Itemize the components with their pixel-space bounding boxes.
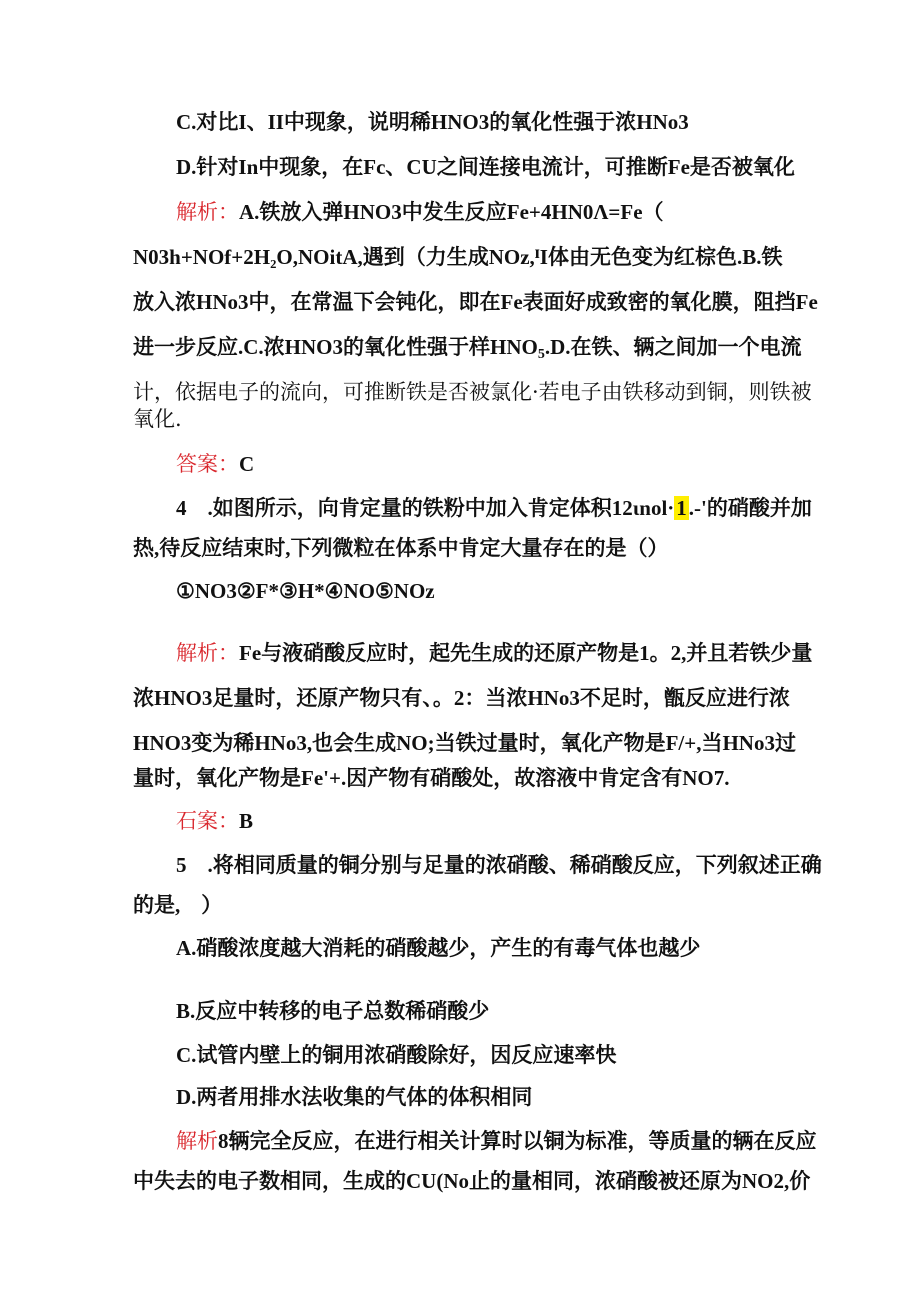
analysis-5-line-1 — [176, 1126, 817, 1156]
analysis-text: HNO3变为稀HNo3,也会生成NO;当铁过量时，氧化产物是F/+,当HNo3过 — [133, 731, 796, 755]
question-4-choices — [176, 576, 435, 606]
option-text: A.硝酸浓度越大消耗的硝酸越少，产生的有毒气体也越少 — [176, 936, 701, 960]
option-5d-line — [176, 1082, 532, 1112]
question-4-line-1 — [176, 493, 812, 523]
analysis-4-line-3 — [133, 728, 796, 758]
answer-label: 答案： — [176, 452, 239, 476]
analysis-text: A.铁放入弹HNO3中发生反应Fe+4HN0Λ=Fe（ — [239, 200, 664, 224]
option-c-line — [176, 107, 689, 137]
option-text: C.试管内壁上的铜用浓硝酸除好，因反应速率快 — [176, 1043, 617, 1067]
analysis-label: 解析 — [176, 1129, 218, 1153]
analysis-text: 量时，氧化产物是Fe'+.因产物有硝酸处，故溶液中肯定含有NO7. — [133, 766, 730, 790]
choices-text: ①NO3②F*③H*④NO⑤NOz — [176, 579, 435, 603]
analysis-5-line-2 — [133, 1166, 810, 1196]
highlighted-text: 1 — [676, 496, 687, 520]
option-d-line — [176, 152, 795, 182]
analysis-text: 8辆完全反应，在进行相关计算时以铜为标准，等质量的辆在反应 — [218, 1129, 817, 1153]
analysis-4-line-4 — [133, 763, 729, 793]
analysis-label: 解析： — [176, 641, 239, 665]
question-5-line-2 — [133, 890, 222, 920]
answer-value: C — [239, 452, 255, 476]
question-text: 4 .如图所示，向肯定量的铁粉中加入肯定体积12ιnol· — [176, 496, 675, 520]
option-5b-line — [176, 996, 489, 1026]
analysis-text: 浓HNO3足量时，还原产物只有、。2：当浓HNo3不足时，甑反应进行浓 — [133, 686, 790, 710]
option-5a-line — [176, 933, 700, 963]
analysis-text: 中失去的电子数相同，生成的CU(No止的量相同，浓硝酸被还原为NO2,价 — [133, 1169, 811, 1193]
analysis-line-4 — [133, 332, 802, 370]
analysis-text: 计，依据电子的流向，可推断铁是否被氯化·若电子由铁移动到铜，则铁被 — [133, 380, 812, 404]
option-d-text: D.针对In中现象，在Fc、CU之间连接电流计，可推断Fe是否被氧化 — [176, 155, 795, 179]
analysis-line-2 — [133, 242, 782, 272]
analysis-text: .D.在铁、辆之间加一个电流 — [544, 335, 802, 359]
analysis-label: 解析： — [176, 200, 239, 224]
analysis-text: N03h+NOf+2H₂O,NOitA,遇到（力生成NOz,ᴵI体由无色变为红棕色.B.铁 — [133, 245, 783, 269]
analysis-text: 放入浓HNo3中，在常温下会钝化，即在Fe表面好成致密的氧化膜，阻挡Fe — [133, 290, 818, 314]
question-5-line-1 — [176, 850, 822, 880]
analysis-line-1 — [176, 197, 664, 227]
option-text: B.反应中转移的电子总数稀硝酸少 — [176, 999, 490, 1023]
question-4-line-2 — [133, 533, 669, 563]
analysis-text: 氧化. — [133, 407, 182, 431]
option-text: D.两者用排水法收集的气体的体积相同 — [176, 1085, 533, 1109]
question-text: 5 .将相同质量的铜分别与足量的浓硝酸、稀硝酸反应，下列叙述正确 — [176, 853, 822, 877]
option-c-text: C.对比I、II中现象，说明稀HNO3的氧化性强于浓HNo3 — [176, 110, 689, 134]
analysis-text: Fe与液硝酸反应时，起先生成的还原产物是1。2,并且若铁少量 — [239, 641, 813, 665]
analysis-4-line-2 — [133, 683, 790, 713]
subscript: 5 — [537, 347, 545, 362]
answer-line-3 — [176, 449, 254, 479]
analysis-line-3 — [133, 287, 818, 317]
question-text: 的是, ） — [133, 893, 223, 917]
answer-label: 石案： — [176, 809, 239, 833]
analysis-4-line-1 — [176, 638, 812, 668]
analysis-line-5 — [133, 377, 812, 407]
answer-line-4 — [176, 806, 253, 836]
question-text: .-'的硝酸并加 — [688, 496, 812, 520]
analysis-line-6 — [133, 404, 182, 434]
option-5c-line — [176, 1040, 616, 1070]
answer-value: B — [239, 809, 254, 833]
question-text: 热,待反应结束时,下列微粒在体系中肯定大量存在的是（） — [133, 536, 669, 560]
analysis-text: 进一步反应.C.浓HNO3的氧化性强于样HNO — [133, 335, 538, 359]
